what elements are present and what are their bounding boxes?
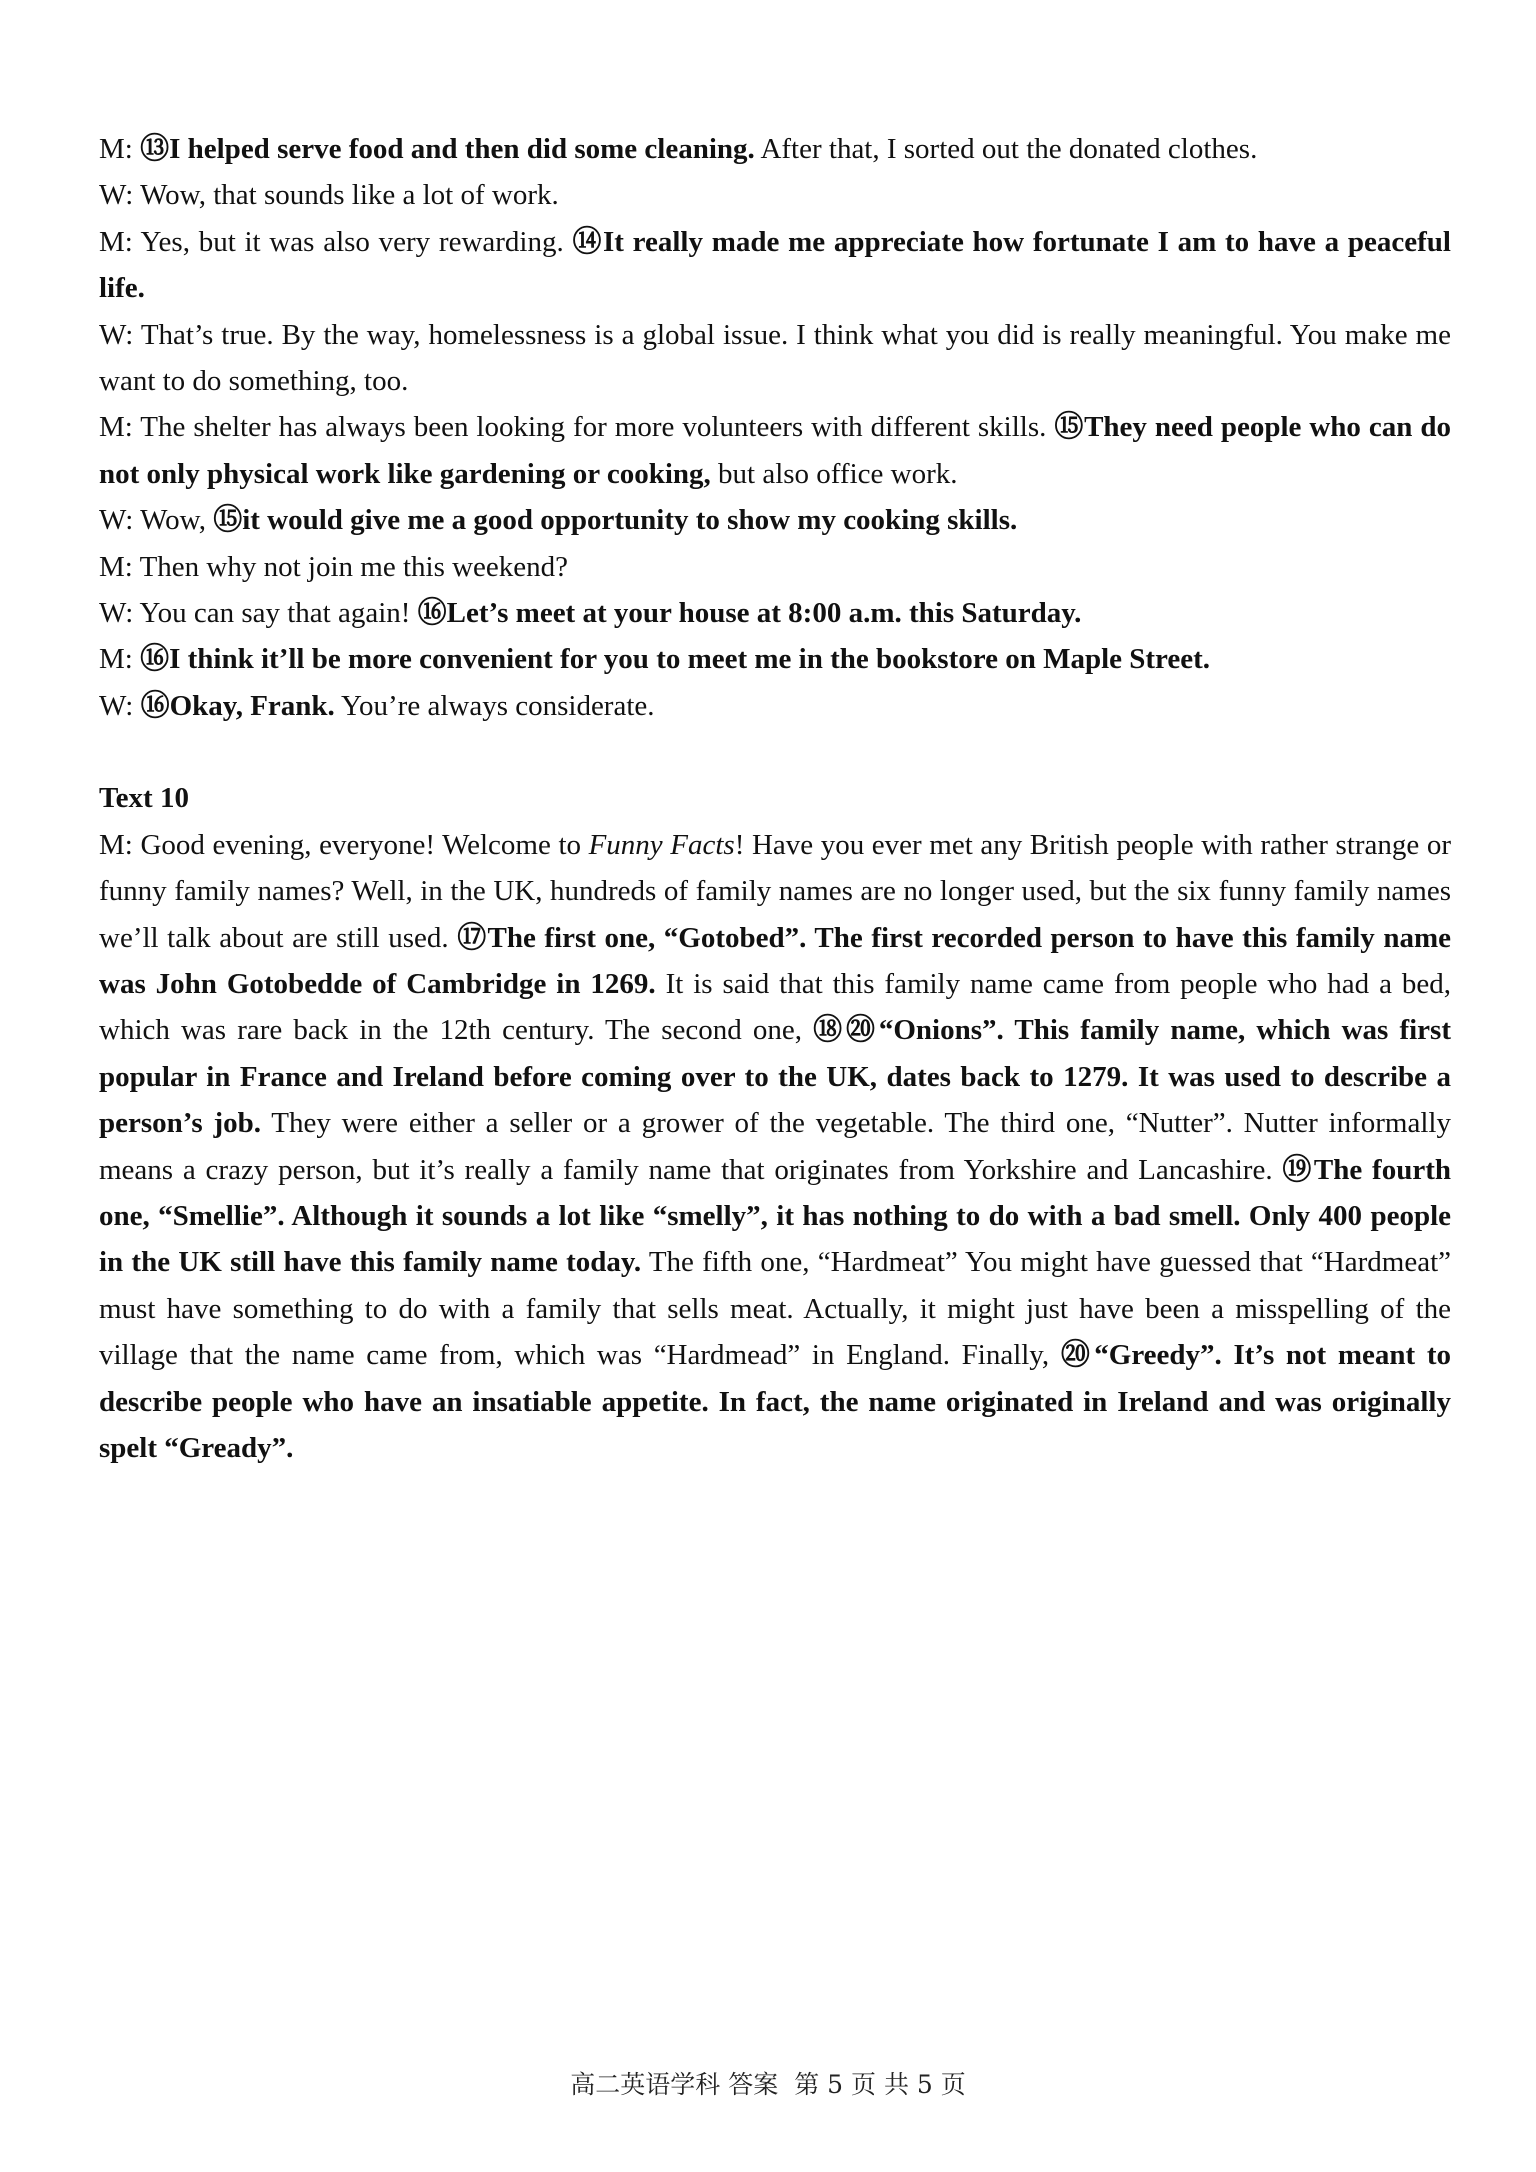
page-footer <box>0 2068 1536 2102</box>
dialogue-text: You’re always considerate. <box>334 689 655 722</box>
dialogue-text: After that, I sorted out the donated clothes. <box>754 133 1258 165</box>
dialogue-line <box>99 544 1451 590</box>
dialogue-line <box>99 126 1451 172</box>
dialogue-text: That’s true. By the way, homelessness is a global issue. I think what you did is really meaningful. You make me want to do something, too. <box>99 318 1451 398</box>
highlighted-answer: ⑳“Greedy”. It’s not meant to describe people who have an insatiable appetite. In fact, the name originated in Ireland and was originally spelt “Gready”. <box>99 1339 1451 1464</box>
highlighted-answer: ⑰The first one, “Gotobed”. The first recorded person to have this family name was John Gotobedde of Cambridge in 1269. <box>99 921 1452 1000</box>
dialogue-line <box>99 219 1451 312</box>
highlighted-answer: ⑯Okay, Frank. <box>140 689 335 722</box>
dialogue-line <box>99 312 1451 405</box>
highlighted-answer: ⑯I think it’ll be more convenient for you to meet me in the bookstore on Maple Street. <box>140 643 1211 676</box>
dialogue-line <box>99 404 1451 497</box>
speaker-label: M: <box>99 225 141 258</box>
highlighted-answer: ⑭It really made me appreciate how fortunate I am to have a peaceful life. <box>99 225 1451 305</box>
program-name: Funny Facts <box>588 828 735 861</box>
monologue-text: They were either a seller or a grower of the vegetable. The third one, “Nutter”. Nutter informally means a crazy person, but it’s really a family name that originates from Yorkshire and Lancashire. <box>99 1107 1451 1186</box>
dialogue-text: Wow, <box>140 504 214 537</box>
monologue-text: It is said that this family name came from people who had a bed, which was rare back in the 12th century. The second one, <box>99 967 1452 1047</box>
highlighted-answer: ⑲The fourth one, “Smellie”. Although it sounds a lot like “smelly”, it has nothing to do with a bad smell. Only 400 people in the UK still have this family name today. <box>99 1153 1451 1279</box>
speaker-label: W: <box>99 689 141 722</box>
speaker-label: W: <box>99 597 140 630</box>
highlighted-answer: ⑮it would give me a good opportunity to show my cooking skills. <box>213 504 1018 537</box>
highlighted-answer: ⑮They need people who can do not only physical work like gardening or cooking, <box>99 411 1451 490</box>
monologue-text: The fifth one, “Hardmeat” You might have guessed that “Hardmeat” must have something to do with a family that sells meat. Actually, it might just have been a misspelling of the village that the name came from, which was “Hardmead” in England. Finally, <box>99 1246 1452 1372</box>
footer-subject: 高二英语学科 答案 <box>570 2070 779 2099</box>
speaker-label: M: <box>99 828 141 861</box>
section-title: Text 10 <box>99 782 189 815</box>
speaker-label: W: <box>99 504 141 537</box>
speaker-label: M: <box>99 133 141 165</box>
speaker-label: W: <box>99 318 141 351</box>
speaker-label: M: <box>99 411 141 444</box>
speaker-label: M: <box>99 550 140 583</box>
highlighted-answer: ⑯Let’s meet at your house at 8:00 a.m. this Saturday. <box>417 597 1082 630</box>
monologue-text: Good evening, everyone! Welcome to <box>140 828 589 861</box>
dialogue-line <box>99 497 1451 543</box>
transcript-body <box>99 126 1451 1471</box>
highlighted-answer: ⑬I helped serve food and then did some cleaning. <box>140 133 755 165</box>
monologue-text: ! Have you ever met any British people with rather strange or funny family names? Well, in the UK, hundreds of family names are no longer used, but the six funny family names we’ll talk about are still used. <box>99 828 1452 954</box>
dialogue-line <box>99 636 1451 682</box>
dialogue-line <box>99 590 1451 636</box>
dialogue-text: You can say that again! <box>139 597 418 630</box>
dialogue-line <box>99 683 1451 729</box>
speaker-label: W: <box>99 179 141 212</box>
footer-page-number: 第 5 页 共 5 页 <box>794 2070 966 2099</box>
highlighted-answer: ⑱⑳“Onions”. This family name, which was first popular in France and Ireland before coming over to the UK, dates back to 1279. It was used to describe a person’s job. <box>99 1014 1451 1140</box>
dialogue-text: but also office work. <box>710 457 958 490</box>
dialogue-line <box>99 172 1451 218</box>
speaker-label: M: <box>99 643 141 676</box>
dialogue-text: The shelter has always been looking for more volunteers with different skills. <box>140 411 1055 444</box>
dialogue-text: Wow, that sounds like a lot of work. <box>140 179 559 212</box>
dialogue-text: Then why not join me this weekend? <box>139 550 569 583</box>
monologue-paragraph <box>99 822 1451 1472</box>
dialogue-text: Yes, but it was also very rewarding. <box>140 225 573 258</box>
